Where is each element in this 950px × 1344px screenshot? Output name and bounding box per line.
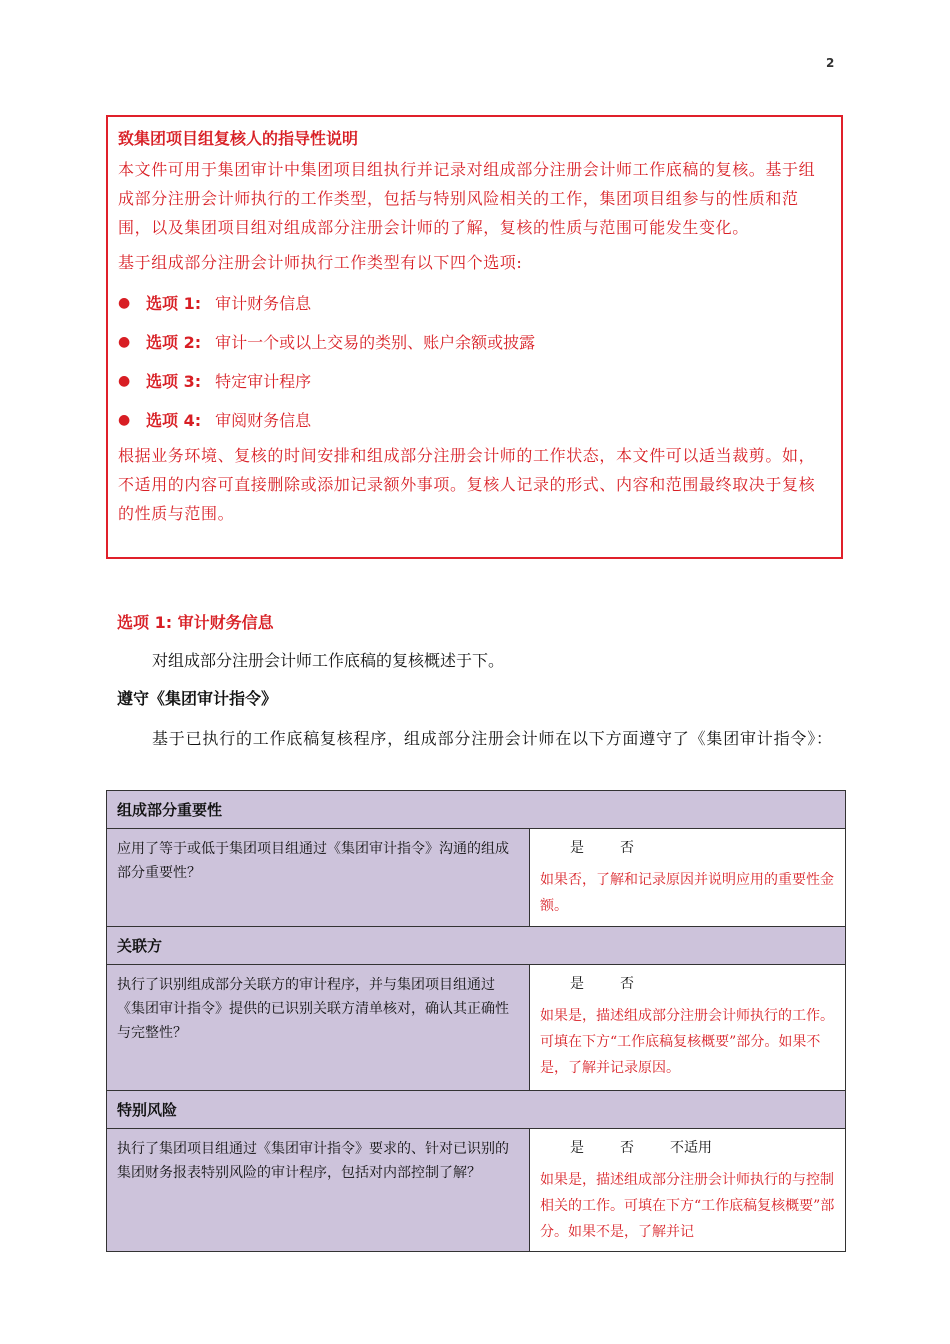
option-yes[interactable]: 是 — [570, 1140, 584, 1156]
option-no[interactable]: 否 — [620, 976, 634, 992]
answer-options — [570, 1137, 835, 1159]
option-no[interactable]: 否 — [620, 1140, 634, 1156]
table-row — [107, 1129, 846, 1252]
question-cell: 执行了识别组成部分关联方的审计程序，并与集团项目组通过《集团审计指令》提供的已识别关联方清单核对，确认其正确性与完整性？ — [107, 965, 530, 1091]
answer-options — [570, 837, 835, 859]
table-category-row — [107, 1091, 846, 1129]
answer-cell — [530, 965, 846, 1091]
answer-cell — [530, 829, 846, 927]
table-category-row — [107, 927, 846, 965]
list-item — [118, 361, 831, 400]
table-row — [107, 965, 846, 1091]
answer-options — [570, 973, 835, 995]
option-label: 选项 1: — [146, 294, 202, 313]
question-cell: 执行了集团项目组通过《集团审计指令》要求的、针对已识别的集团财务报表特别风险的审计程序，包括对内部控制了解？ — [107, 1129, 530, 1252]
option-text: 审计一个或以上交易的类别、账户余额或披露 — [215, 333, 536, 352]
option-label: 选项 2: — [146, 333, 202, 352]
table-category-row — [107, 791, 846, 829]
table-row — [107, 829, 846, 927]
options-lead: 基于组成部分注册会计师执行工作类型有以下四个选项: — [118, 253, 523, 272]
option-label: 选项 3: — [146, 372, 202, 391]
bullet-icon: ● — [118, 333, 131, 350]
option-not-applicable[interactable]: 不适用 — [670, 1140, 712, 1156]
category-label: 特别风险 — [107, 1091, 846, 1129]
answer-note: 如果是，描述组成部分注册会计师执行的工作。可填在下方“工作底稿复核概要”部分。如果不是，了解并记录原因。 — [540, 1008, 834, 1076]
instruction-closing: 根据业务环境、复核的时间安排和组成部分注册会计师的工作状态，本文件可以适当裁剪。如，不适用的内容可直接删除或添加记录额外事项。复核人记录的形式、内容和范围最终取决于复核的性质与范围。 — [118, 446, 816, 523]
option-text: 审计财务信息 — [215, 294, 312, 313]
option-no[interactable]: 否 — [620, 840, 634, 856]
answer-cell — [530, 1129, 846, 1252]
compliance-paragraph: 基于已执行的工作底稿复核程序，组成部分注册会计师在以下方面遵守了《集团审计指令》： — [152, 729, 833, 748]
bullet-icon: ● — [118, 411, 131, 428]
instruction-title: 致集团项目组复核人的指导性说明 — [118, 129, 359, 148]
list-item — [118, 283, 831, 322]
answer-note: 如果是，描述组成部分注册会计师执行的与控制相关的工作。可填在下方“工作底稿复核概要”部分。如果不是，了解并记 — [540, 1172, 835, 1240]
section-title: 选项 1: 审计财务信息 — [117, 613, 274, 632]
option-text: 审阅财务信息 — [215, 411, 312, 430]
list-item — [118, 400, 831, 439]
option-list — [118, 283, 831, 439]
category-label: 组成部分重要性 — [107, 791, 846, 829]
bullet-icon: ● — [118, 372, 131, 389]
section-summary: 对组成部分注册会计师工作底稿的复核概述于下。 — [152, 651, 505, 670]
list-item — [118, 322, 831, 361]
instruction-intro: 本文件可用于集团审计中集团项目组执行并记录对组成部分注册会计师工作底稿的复核。基于组成部分注册会计师执行的工作类型，包括与特别风险相关的工作，集团项目组参与的性质和范围，以及集团项目组对组成部分注册会计师的了解，复核的性质与范围可能发生变化。 — [118, 160, 816, 237]
page-number: 2 — [826, 56, 835, 70]
option-text: 特定审计程序 — [215, 372, 312, 391]
question-cell: 应用了等于或低于集团项目组通过《集团审计指令》沟通的组成部分重要性？ — [107, 829, 530, 927]
answer-note: 如果否，了解和记录原因并说明应用的重要性金额。 — [540, 872, 834, 914]
option-label: 选项 4: — [146, 411, 202, 430]
option-yes[interactable]: 是 — [570, 840, 584, 856]
compliance-checklist-table — [106, 790, 846, 1252]
option-yes[interactable]: 是 — [570, 976, 584, 992]
category-label: 关联方 — [107, 927, 846, 965]
bullet-icon: ● — [118, 294, 131, 311]
compliance-heading: 遵守《集团审计指令》 — [117, 689, 278, 708]
reviewer-instruction-box — [106, 115, 843, 559]
